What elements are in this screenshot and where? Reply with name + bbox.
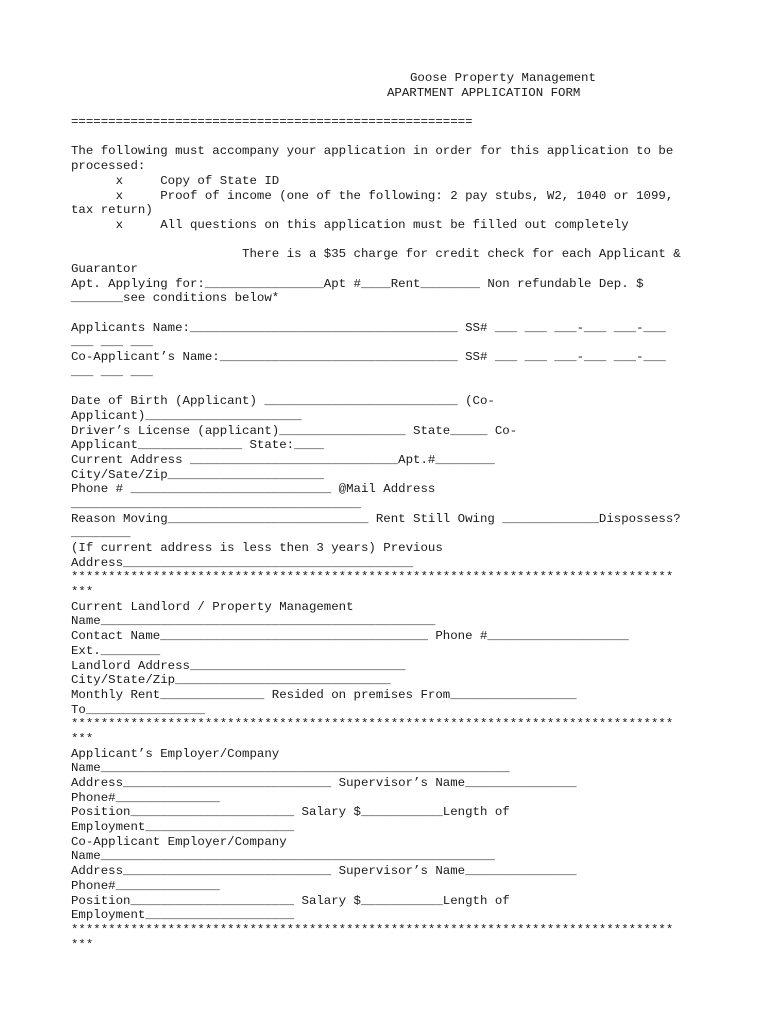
credit-check-charge-cont: Guarantor [71,261,138,276]
co-employer-employment-field[interactable]: Employment____________________ [71,908,295,923]
application-form [71,71,711,952]
section-separator-tail: *** [71,585,94,600]
resided-to-field[interactable]: To________________ [71,702,205,717]
requirement-item-complete: x All questions on this application must be filled out completely [71,217,629,232]
co-employer-section-title: Co-Applicant Employer/Company [71,834,287,849]
co-employer-phone-field[interactable]: Phone#______________ [71,878,220,893]
requirements-intro-cont: processed: [71,159,146,174]
requirement-item-income: x Proof of income (one of the following: 2 pay stubs, W2, 1040 or 1099, [71,188,674,203]
applicant-ss-cont[interactable]: ___ ___ ___ [71,335,153,350]
phone-field[interactable]: Phone # ___________________________ @Mail Address [71,482,436,497]
landlord-section-title: Current Landlord / Property Management [71,599,354,614]
employer-address-field[interactable]: Address____________________________ Supervisor’s Name_______________ [71,776,577,790]
co-employer-address-field[interactable]: Address____________________________ Supervisor’s Name_______________ [71,864,577,879]
drivers-license-co-field[interactable]: Applicant______________ State:____ [71,438,324,453]
landlord-contact-field[interactable]: Contact Name____________________________________ Phone #___________________ [71,629,629,644]
section-separator: ********************************************************************************* [71,922,674,937]
employer-position-field[interactable]: Position______________________ Salary $___________Length of [71,805,510,820]
requirement-item-income-cont: tax return) [71,203,153,218]
apt-applying-for-field[interactable]: Apt. Applying for:________________Apt #____Rent________ Non refundable Dep. $ [71,276,644,291]
form-title: APARTMENT APPLICATION FORM [387,85,581,100]
applicant-name-field[interactable]: Applicants Name:____________________________________ SS# ___ ___ ___-___ ___-___ [71,320,666,335]
employer-name-field[interactable]: Name_______________________________________________________ [71,761,510,776]
co-employer-name-field[interactable]: Name_____________________________________________________ [71,849,495,864]
co-applicant-name-field[interactable]: Co-Applicant’s Name:________________________________ SS# ___ ___ ___-___ ___-___ [71,350,666,365]
requirements-intro: The following must accompany your application in order for this application to be [71,144,674,159]
landlord-city-field[interactable]: City/State/Zip_____________________________ [71,673,391,688]
landlord-ext-field[interactable]: Ext.________ [71,643,161,658]
dispossess-field[interactable]: ________ [71,526,131,541]
employer-phone-field[interactable]: Phone#______________ [71,790,220,805]
co-employer-position-field[interactable]: Position______________________ Salary $___________Length of [71,893,510,908]
section-separator: ********************************************************************************* [71,717,674,732]
landlord-address-field[interactable]: Landlord Address_____________________________ [71,658,406,673]
city-state-zip-field[interactable]: City/Sate/Zip_____________________ [71,467,324,482]
employer-employment-field[interactable]: Employment____________________ [71,820,295,835]
previous-address-label: (If current address is less then 3 years) Previous [71,541,443,555]
credit-check-charge: There is a $35 charge for credit check for each Applicant & [71,247,681,262]
landlord-name-field[interactable]: Name_____________________________________________ [71,614,436,629]
date-of-birth-field[interactable]: Date of Birth (Applicant) __________________________ (Co- [71,394,495,409]
employer-section-title: Applicant’s Employer/Company [71,746,280,761]
date-of-birth-co-field[interactable]: Applicant)_____________________ [71,408,302,423]
requirement-item-state-id: x Copy of State ID [71,173,280,188]
previous-address-field[interactable]: Address_______________________________________ [71,555,414,570]
section-separator: ********************************************************************************* [71,570,674,585]
current-address-field[interactable]: Current Address ____________________________Apt.#________ [71,452,495,467]
reason-moving-field[interactable]: Reason Moving___________________________ Rent Still Owing _____________Dispossess? [71,511,681,526]
co-applicant-ss-cont[interactable]: ___ ___ ___ [71,364,153,379]
company-name: Goose Property Management [410,71,596,85]
monthly-rent-field[interactable]: Monthly Rent______________ Resided on premises From_________________ [71,687,577,702]
drivers-license-field[interactable]: Driver’s License (applicant)_________________ State_____ Co- [71,423,518,438]
section-separator-tail: *** [71,937,94,952]
header-rule: ====================================================== [71,115,473,130]
email-field[interactable]: _______________________________________ [71,496,361,511]
section-separator-tail: *** [71,731,94,746]
deposit-conditions-field[interactable]: _______see conditions below* [71,291,280,306]
